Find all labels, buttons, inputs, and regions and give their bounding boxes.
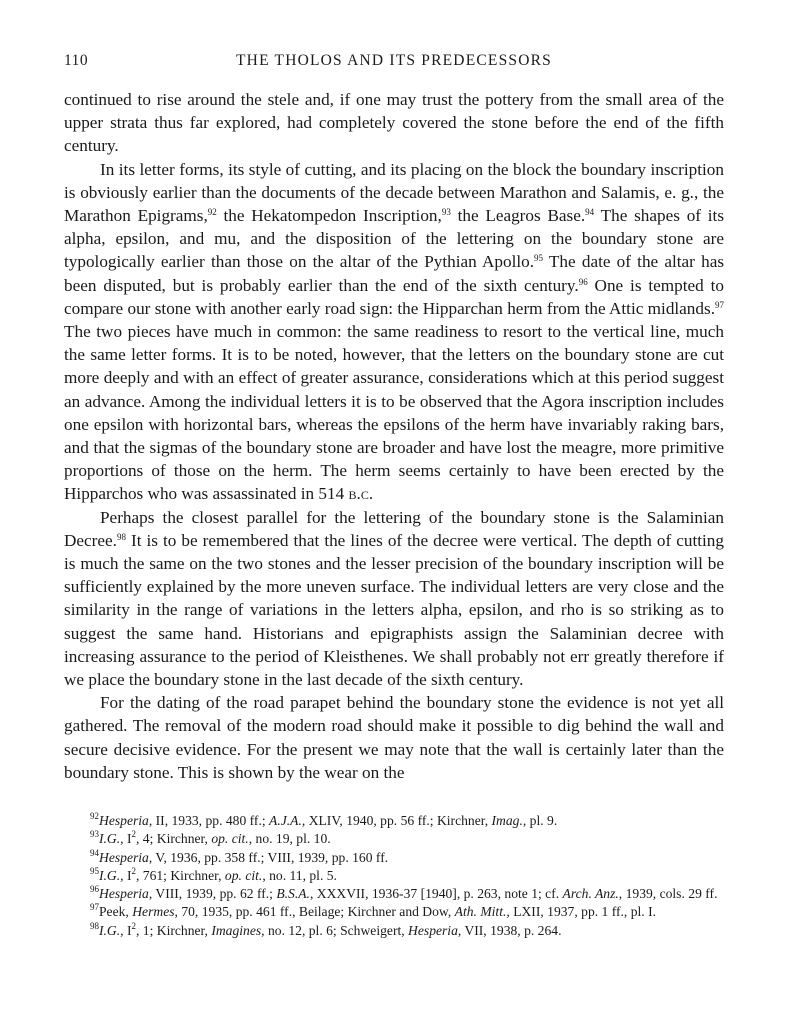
italic-text: Ath. Mitt. — [454, 904, 507, 920]
text-run: , LXII, 1937, pp. 1 ff., pl. I. — [506, 904, 657, 920]
text-run: , 1939, cols. 29 ff. — [618, 886, 718, 902]
superscript: 2 — [131, 920, 136, 931]
superscript: 2 — [131, 829, 136, 840]
italic-text: Imag. — [491, 813, 523, 828]
footnote-ref-98[interactable]: 98 — [116, 531, 126, 542]
text-run: , pl. 9. — [522, 813, 558, 828]
text-run: , II, 1933, pp. 480 ff.; — [148, 813, 270, 828]
text-run: One is tempted to compare our stone with another early road sign: the Hipparchan herm from the Attic midlands. — [64, 275, 724, 318]
footnote-number: 95 — [90, 865, 99, 876]
italic-text: op. cit. — [211, 831, 249, 847]
italic-text: B.S.A. — [276, 886, 310, 902]
text-run: Perhaps the closest parallel for the lettering of the boundary stone is the Salaminian Decree. — [64, 507, 724, 550]
italic-text: op. cit. — [224, 867, 263, 883]
italic-text: Hesperia — [408, 922, 458, 938]
footnote-number: 93 — [90, 829, 99, 840]
page-number: 110 — [64, 52, 89, 69]
era-abbreviation: b.c. — [348, 484, 374, 504]
italic-text: Imagines — [211, 922, 262, 938]
footnote-ref-97[interactable]: 97 — [715, 299, 724, 310]
footnote-number: 97 — [90, 902, 99, 913]
superscript: 2 — [131, 865, 136, 876]
text-run: , I — [120, 922, 132, 938]
footnote-98 — [90, 922, 724, 940]
footnote-number: 94 — [90, 847, 99, 858]
footnote-94 — [90, 849, 724, 867]
footnote-ref-94[interactable]: 94 — [585, 207, 595, 218]
italic-text: I.G. — [99, 922, 121, 938]
running-title: THE THOLOS AND ITS PREDECESSORS — [236, 52, 552, 69]
footnote-number: 92 — [90, 811, 99, 821]
footnote-number: 96 — [90, 884, 99, 895]
footnote-92 — [90, 812, 724, 830]
text-run: , no. 11, pl. 5. — [262, 867, 337, 883]
footnote-ref-95[interactable]: 95 — [534, 253, 544, 264]
page-header — [64, 52, 724, 76]
footnote-ref-92[interactable]: 92 — [207, 207, 217, 218]
text-run: The date of the altar has been disputed, but is probably earlier than the end of the sixth century. — [64, 252, 725, 295]
footnote-95 — [90, 867, 724, 885]
footnotes — [90, 812, 724, 940]
body-text — [64, 88, 724, 784]
text-run: the Leagros Base. — [450, 206, 586, 226]
text-run: , 4; Kirchner, — [135, 831, 212, 847]
footnote-96 — [90, 885, 724, 903]
italic-text: Hesperia — [99, 886, 149, 902]
italic-text: Hermes — [132, 904, 175, 920]
italic-text: Hesperia — [99, 849, 149, 865]
text-run: , 1; Kirchner, — [135, 922, 212, 938]
text-run: , V, 1936, pp. 358 ff.; VIII, 1939, pp. 160 ff. — [148, 849, 389, 865]
footnote-97 — [90, 903, 724, 921]
footnote-ref-96[interactable]: 96 — [578, 276, 588, 287]
italic-text: I.G. — [99, 867, 121, 883]
text-run: , XLIV, 1940, pp. 56 ff.; Kirchner, — [301, 813, 492, 828]
text-run: , I — [120, 867, 132, 883]
footnote-93 — [90, 830, 724, 848]
text-run: It is to be remembered that the lines of the decree were vertical. The depth of cutting is much the same on the two stones and the lesser precision of the boundary inscription will be sufficiently explained by the more uneven surface. The individual letters are very close and the similarity in the range of variations in the letters alpha, epsilon, and rho is so striking as to suggest the same hand. Historians and epigraphists assign the Salaminian decree with increasing assurance to the period of Kleisthenes. We shall probably not err greatly therefore if we place the boundary stone in the last decade of the sixth century. — [64, 530, 724, 690]
paragraph-2 — [64, 158, 724, 506]
text-run: , 761; Kirchner, — [135, 867, 225, 883]
text-run: , VII, 1938, p. 264. — [457, 922, 562, 938]
footnote-number: 98 — [90, 920, 99, 931]
text-run: The two pieces have much in common: the same readiness to resort to the vertical line, much the same letter forms. It is to be noted, however, that the letters on the boundary stone are cut more deeply and with an effect of greater assurance, considerations which at this period suggest an advance. Among the individual letters it is to be observed that the Agora inscription includes one epsilon with horizontal bars, whereas the epsilons of the herm have invariably raking bars, and that the sigmas of the boundary stone are broader and have lost the meagre, more primitive proportions of those on the herm. The herm seems certainly to have been erected by the Hipparchos who was assassinated in 514 — [64, 322, 724, 504]
text-run: , XXXVII, 1936-37 [1940], p. 263, note 1; cf. — [309, 886, 563, 902]
text-run: Peek, — [99, 904, 133, 920]
footnote-ref-93[interactable]: 93 — [441, 207, 451, 218]
text-run: , VIII, 1939, pp. 62 ff.; — [148, 886, 277, 902]
text-run: The shapes of its alpha, epsilon, and mu, and the disposition of the lettering on the boundary stone are typologically earlier than those on the altar of the Pythian Apollo. — [64, 206, 725, 272]
paragraph-1: continued to rise around the stele and, if one may trust the pottery from the small area of the upper strata thus far explored, had completely covered the stone before the end of the fifth century. — [64, 90, 724, 156]
italic-text: Hesperia — [99, 813, 149, 828]
paragraph-4: For the dating of the road parapet behind the boundary stone the evidence is not yet all gathered. The removal of the modern road should make it possible to dig behind the wall and secure decisive evidence. For the present we may note that the wall is certainly later than the boundary stone. This is shown by the wear on the — [64, 693, 724, 782]
italic-text: I.G. — [99, 831, 121, 847]
italic-text: Arch. Anz. — [562, 886, 619, 902]
italic-text: A.J.A. — [269, 813, 302, 828]
text-run: , I — [120, 831, 132, 847]
text-run: , 70, 1935, pp. 461 ff., Beilage; Kirchner and Dow, — [174, 904, 455, 920]
text-run: , no. 12, pl. 6; Schweigert, — [261, 922, 409, 938]
paragraph-3 — [64, 506, 724, 692]
text-run: In its letter forms, its style of cutting, and its placing on the block the boundary inscription is obviously earlier than the documents of the decade between Marathon and Salamis, e. g., the Marathon Epigrams, — [64, 159, 724, 226]
text-run: the Hekatompedon Inscription, — [216, 206, 442, 226]
text-run: , no. 19, pl. 10. — [248, 831, 331, 847]
